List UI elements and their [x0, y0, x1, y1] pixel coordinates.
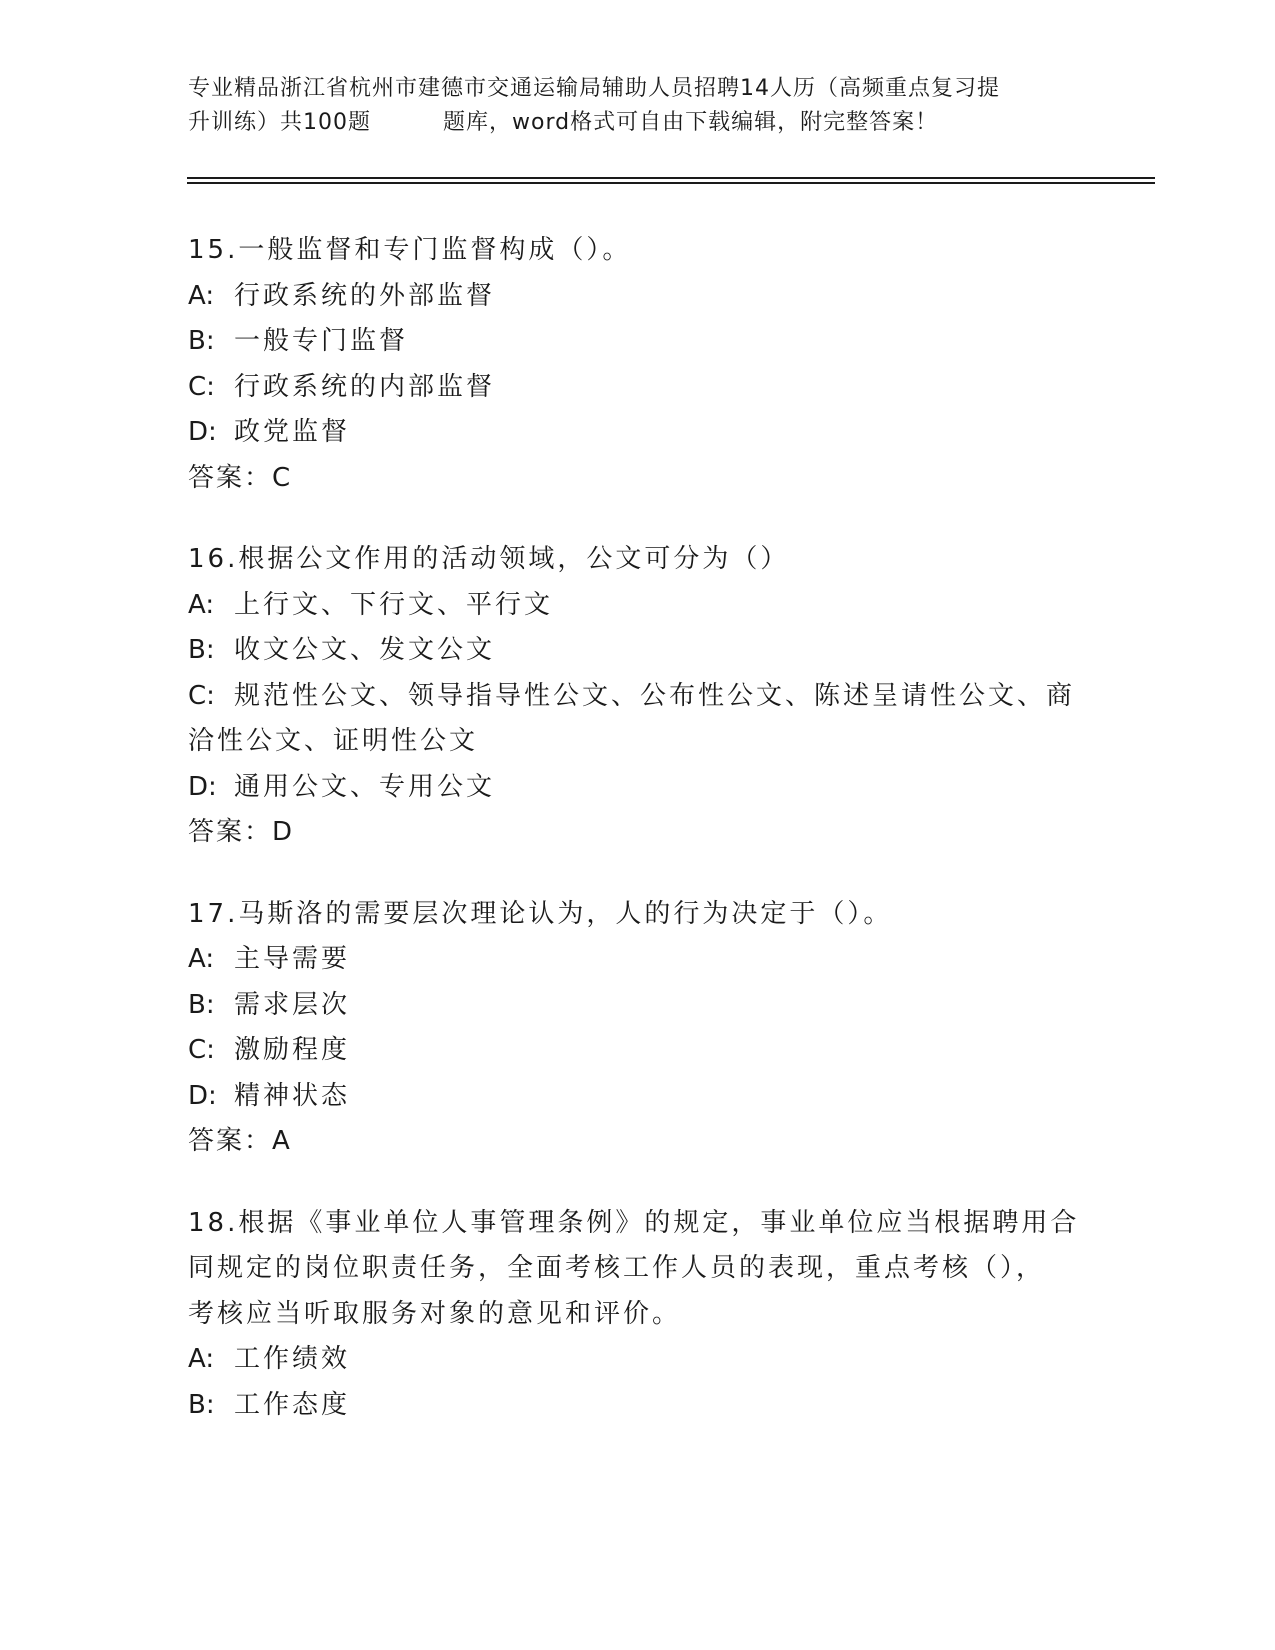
option-text: 精神状态 — [234, 1080, 351, 1111]
header-line-2 — [188, 106, 1088, 140]
option-d — [188, 765, 1088, 811]
question-text-line-3: 考核应当听取服务对象的意见和评价。 — [188, 1298, 682, 1329]
answer-value: D — [272, 817, 293, 847]
option-letter: C: — [188, 680, 215, 711]
option-letter: A: — [188, 1344, 215, 1374]
option-b — [188, 1383, 1088, 1429]
option-letter: C: — [188, 1035, 215, 1065]
answer-label: 答案： — [188, 1126, 273, 1156]
option-letter: B: — [188, 989, 215, 1020]
option-text: 激励程度 — [234, 1035, 351, 1065]
answer-value: A — [272, 1126, 290, 1156]
question-18 — [188, 1201, 1088, 1429]
option-letter: B: — [188, 1389, 215, 1420]
answer-label: 答案： — [188, 462, 273, 493]
answer-line — [188, 810, 1088, 856]
answer-value: C — [272, 462, 291, 493]
header-rule-top — [187, 177, 1155, 179]
option-a — [188, 1337, 1088, 1383]
option-b — [188, 319, 1088, 365]
option-letter: B: — [188, 326, 215, 356]
option-a — [188, 583, 1088, 629]
option-text: 主导需要 — [234, 944, 351, 974]
answer-line — [188, 1119, 1088, 1165]
question-text-line-1: 18.根据《事业单位人事管理条例》的规定，事业单位应当根据聘用合 — [188, 1207, 1080, 1238]
answer-label: 答案： — [188, 817, 273, 847]
header-rule-bottom — [187, 182, 1155, 184]
answer-line — [188, 456, 1088, 502]
option-c — [188, 1028, 1088, 1074]
option-text: 规范性公文、领导指导性公文、公布性公文、陈述呈请性公文、商 — [234, 680, 1076, 711]
option-letter: A: — [188, 944, 215, 974]
header-line-2-part-2: 题库，word格式可自由下载编辑，附完整答案！ — [443, 110, 939, 135]
question-17 — [188, 892, 1088, 1165]
option-c-continuation: 洽性公文、证明性公文 — [188, 726, 479, 756]
option-text: 政党监督 — [234, 417, 351, 447]
option-letter: C: — [188, 371, 215, 402]
question-text: 15.一般监督和专门监督构成（）。 — [188, 235, 632, 265]
option-text: 需求层次 — [234, 989, 351, 1020]
option-d — [188, 410, 1088, 456]
option-text: 工作态度 — [234, 1389, 351, 1420]
option-text: 行政系统的外部监督 — [234, 280, 496, 311]
option-text: 收文公文、发文公文 — [234, 635, 496, 665]
document-header — [188, 72, 1088, 140]
question-16 — [188, 537, 1088, 856]
option-letter: A: — [188, 280, 215, 311]
option-letter: D: — [188, 417, 217, 447]
option-b — [188, 983, 1088, 1029]
header-line-1: 专业精品浙江省杭州市建德市交通运输局辅助人员招聘14人历（高频重点复习提 — [188, 76, 1000, 101]
option-c — [188, 674, 1088, 720]
question-text-line-2: 同规定的岗位职责任务，全面考核工作人员的表现，重点考核（）， — [188, 1253, 1046, 1283]
option-text: 通用公文、专用公文 — [234, 771, 496, 802]
option-letter: A: — [188, 589, 215, 620]
option-letter: D: — [188, 771, 217, 802]
question-list — [188, 228, 1088, 1464]
option-text: 上行文、下行文、平行文 — [234, 589, 554, 620]
option-a — [188, 274, 1088, 320]
option-c — [188, 365, 1088, 411]
option-letter: D: — [188, 1080, 217, 1111]
question-15 — [188, 228, 1088, 501]
option-d — [188, 1074, 1088, 1120]
option-text: 一般专门监督 — [234, 326, 409, 356]
question-text: 17.马斯洛的需要层次理论认为，人的行为决定于（）。 — [188, 898, 893, 929]
option-text: 行政系统的内部监督 — [234, 371, 496, 402]
option-text: 工作绩效 — [234, 1344, 351, 1374]
option-a — [188, 937, 1088, 983]
option-letter: B: — [188, 635, 215, 665]
option-b — [188, 628, 1088, 674]
question-text: 16.根据公文作用的活动领域，公文可分为（） — [188, 544, 790, 574]
header-line-2-part-1: 升训练）共100题 — [188, 110, 371, 135]
